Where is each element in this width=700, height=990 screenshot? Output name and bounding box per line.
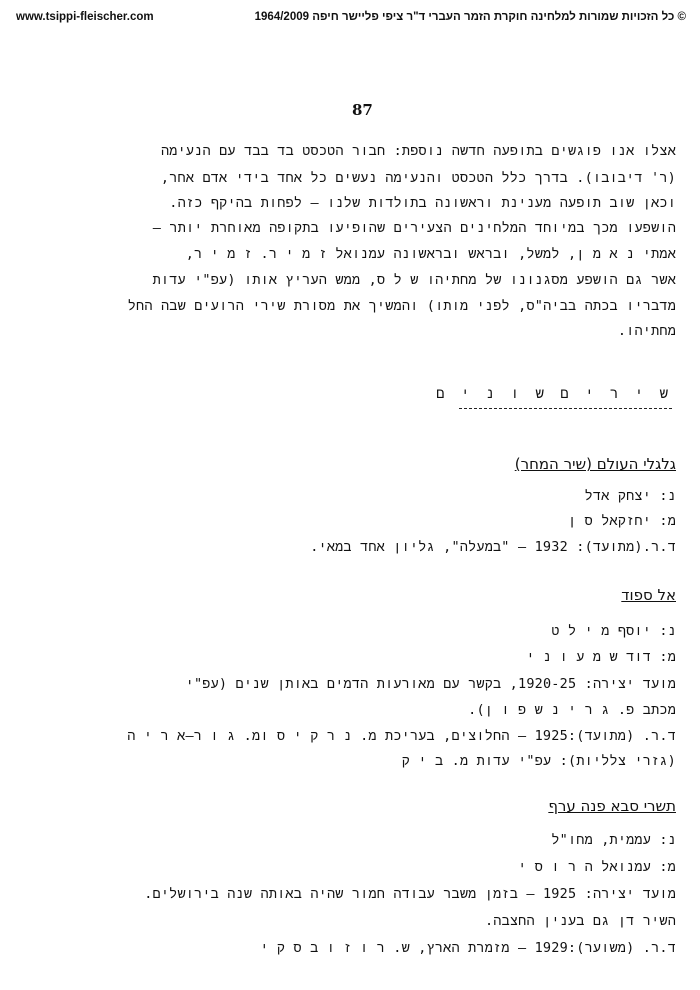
song-creation-date: מועד יצירה: 1920-25, בקשר עם מאורעות הדמים באותן שנים (עפ"י (185, 676, 676, 692)
intro-line: הושפעו מכך במיוחד המלחינים הצעירים שהופיעו בתקופה מאוחרת יותר – (152, 220, 676, 236)
song-first-print: ד.ר. (מתועד):1925 – החלוצים, בעריכת מ. נ ר ק י ס ומ. ג ו ר–א ר י ה (127, 728, 676, 744)
song-title: תשרי סבא פנה ערף (548, 797, 676, 815)
page-number: 87 (352, 101, 373, 119)
intro-line: אשר גם הושפע מסגנונו של מחתיהו ש ל ס, ממש העריץ אותו (עפ"י עדות (152, 272, 676, 288)
copyright-notice: © כל הזכויות שמורות למלחינה חוקרת הזמר העברי ד"ר ציפי פליישר חיפה 1964/2009 (254, 11, 686, 23)
song-first-print-note: (גזרי צלליות): עפ"י עדות מ. ב י ק (401, 753, 676, 769)
song-composer: מ: יחזקאל ס ן (567, 513, 676, 529)
song-first-print: ד.ר. (משוער):1929 – מזמרת הארץ, ש. ר ו ז ו ב ס ק י (260, 940, 676, 956)
section-title: ש י ר י ם ש ו נ י ם (436, 386, 672, 402)
song-lyricist: נ: יצחק אדל (584, 488, 676, 504)
intro-line: אצלו אנו פוגשים בתופעה חדשה נוספת: חבור הטכסט בד בבד עם הנעימה (161, 143, 676, 159)
intro-line: מחתיהו. (617, 323, 676, 339)
intro-line: (ר' דיבובו). בדרך כלל הטכסט והנעימה נעשים כל אחד בידי אדם אחר, (160, 170, 676, 186)
intro-line: מדבריו בכתה בביה"ס, לפני מותו) והמשיך את מסורת שירי הרועים שבה החל (127, 298, 676, 314)
song-creation-note: מכתב פ. ג ר י נ ש פ ו ן). (468, 702, 676, 718)
song-title: גלגלי העולם (שיר המחר) (514, 455, 676, 473)
song-creation-date: מועד יצירה: 1925 – בזמן משבר עבודה חמור שהיה באותה שנה בירושלים. (144, 886, 676, 902)
intro-line: אמתי נ א מ ן, למשל, ובראש ובראשונה עמנואל ז מ י ר. ז מ י ר, (185, 246, 676, 262)
song-lyricist: נ: עממית, מחו"ל (551, 832, 676, 848)
song-composer: מ: דוד ש מ ע ו נ י (526, 649, 676, 665)
song-title: אל ספוד (621, 586, 676, 604)
song-creation-note: השיר דן גם בענין החצבה. (484, 913, 676, 929)
intro-line: וכאן שוב תופעה מענינת וראשונה בתולדות שלנו – לפחות בהיקף כזה. (169, 195, 676, 211)
song-composer: מ: עמנואל ה ר ו ס י (518, 859, 676, 875)
song-lyricist: נ: יוסף מ י ל ט (551, 623, 676, 639)
website-url[interactable]: www.tsippi-fleischer.com (16, 11, 154, 23)
song-first-print: ד.ר.(מתועד): 1932 – "במעלה", גליון אחד במאי. (310, 539, 676, 555)
section-title-divider (459, 408, 672, 409)
